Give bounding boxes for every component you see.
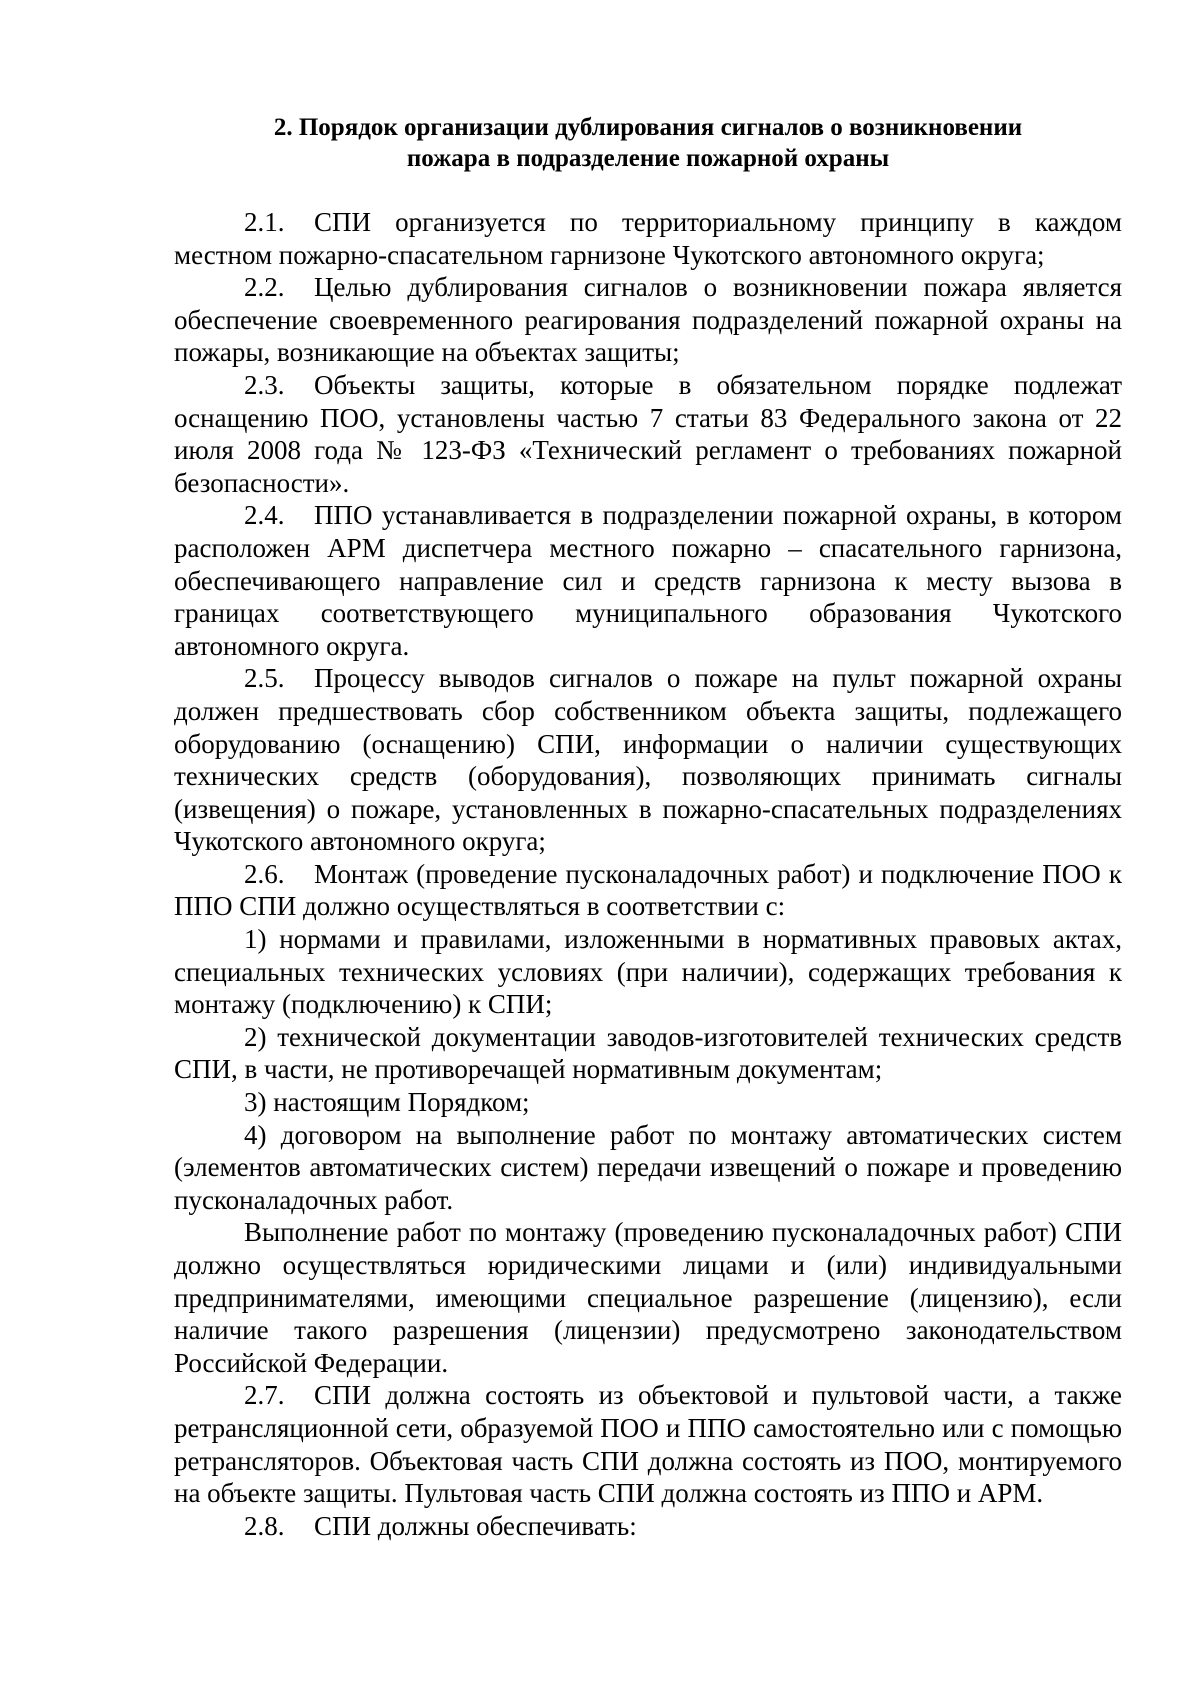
paragraph-2-5 <box>174 662 1122 858</box>
paragraph-2-4 <box>174 499 1122 662</box>
paragraph-number: 2.1. <box>244 207 285 237</box>
paragraph-text: СПИ должны обеспечивать: <box>314 1510 637 1541</box>
paragraph-number: 2.7. <box>244 1380 285 1411</box>
paragraph-number: 2.4. <box>244 500 285 531</box>
paragraph-2-8 <box>174 1510 1122 1543</box>
list-item-text: 3) настоящим Порядком; <box>244 1087 530 1118</box>
list-item-2 <box>174 1021 1122 1086</box>
paragraph-2-3 <box>174 369 1122 499</box>
list-item-text: 4) договором на выполнение работ по монтажу автоматических систем (элементов автоматических систем) передачи извещений о пожаре и проведению пусконаладочных работ. <box>174 1119 1122 1215</box>
list-item-text: 1) нормами и правилами, изложенными в нормативных правовых актах, специальных технических условиях (при наличии), содержащих требования к монтажу (подключению) к СПИ; <box>174 924 1122 1020</box>
paragraph-text: Процессу выводов сигналов о пожаре на пульт пожарной охраны должен предшествовать сбор собственником объекта защиты, подлежащего оборудованию (оснащению) СПИ, информации о наличии существующих технических средств (оборудования), позволяющих принимать сигналы (извещения) о пожаре, установленных в пожарно-спасательных подразделениях Чукотского автономного округа; <box>174 663 1122 857</box>
list-item-1 <box>174 923 1122 1021</box>
paragraph-2-7 <box>174 1379 1122 1509</box>
paragraph-number: 2.3. <box>244 369 285 400</box>
paragraph-text: Целью дублирования сигналов о возникновении пожара является обеспечение своевременного реагирования подразделений пожарной охраны на пожары, возникающие на объектах защиты; <box>174 272 1122 368</box>
paragraph-number: 2.5. <box>244 663 285 694</box>
list-item-text: 2) технической документации заводов-изготовителей технических средств СПИ, в части, не противоречащей нормативным документам; <box>174 1021 1122 1085</box>
paragraph-text: ППО устанавливается в подразделении пожарной охраны, в котором расположен АРМ диспетчера местного пожарно – спасательного гарнизона, обеспечивающего направление сил и средств гарнизона к месту вызова в границах соответствующего муниципального образования Чукотского автономного округа. <box>174 500 1122 661</box>
section-title <box>174 112 1122 174</box>
paragraph-text: Выполнение работ по монтажу (проведению пусконаладочных работ) СПИ должно осуществляться юридическими лицами и (или) индивидуальными предпринимателями, имеющими специальное разрешение (лицензию), если наличие такого разрешения (лицензии) предусмотрено законодательством Российской Федерации. <box>174 1217 1122 1378</box>
list-item-3 <box>174 1086 1122 1119</box>
paragraph-licensing <box>174 1216 1122 1379</box>
paragraph-text: СПИ должна состоять из объектовой и пультовой части, а также ретрансляционной сети, образуемой ПОО и ППО самостоятельно или с помощью ретрансляторов. Объектовая часть СПИ должна состоять из ПОО, монтируемого на объекте защиты. Пультовая часть СПИ должна состоять из ППО и АРМ. <box>174 1380 1122 1509</box>
section-title-line-1: 2. Порядок организации дублирования сигналов о возникновении <box>273 114 1023 141</box>
paragraph-2-6 <box>174 858 1122 923</box>
paragraph-number: 2.6. <box>244 858 285 889</box>
paragraph-2-2 <box>174 271 1122 369</box>
paragraph-2-1 <box>174 206 1122 271</box>
list-item-4 <box>174 1119 1122 1217</box>
paragraph-text: Объекты защиты, которые в обязательном порядке подлежат оснащению ПОО, установлены частью 7 статьи 83 Федерального закона от 22 июля 2008 года № 123-ФЗ «Технический регламент о требованиях пожарной безопасности». <box>174 369 1122 498</box>
paragraph-number: 2.8. <box>244 1510 285 1541</box>
document-body <box>174 112 1122 1542</box>
paragraph-text: СПИ организуется по территориальному принципу в каждом местном пожарно-спасательном гарнизоне Чукотского автономного округа; <box>174 207 1122 270</box>
paragraph-text: Монтаж (проведение пусконаладочных работ) и подключение ПОО к ППО СПИ должно осуществляться в соответствии с: <box>174 858 1122 922</box>
paragraph-number: 2.2. <box>244 272 285 303</box>
section-title-line-2: пожара в подразделение пожарной охраны <box>406 145 890 172</box>
